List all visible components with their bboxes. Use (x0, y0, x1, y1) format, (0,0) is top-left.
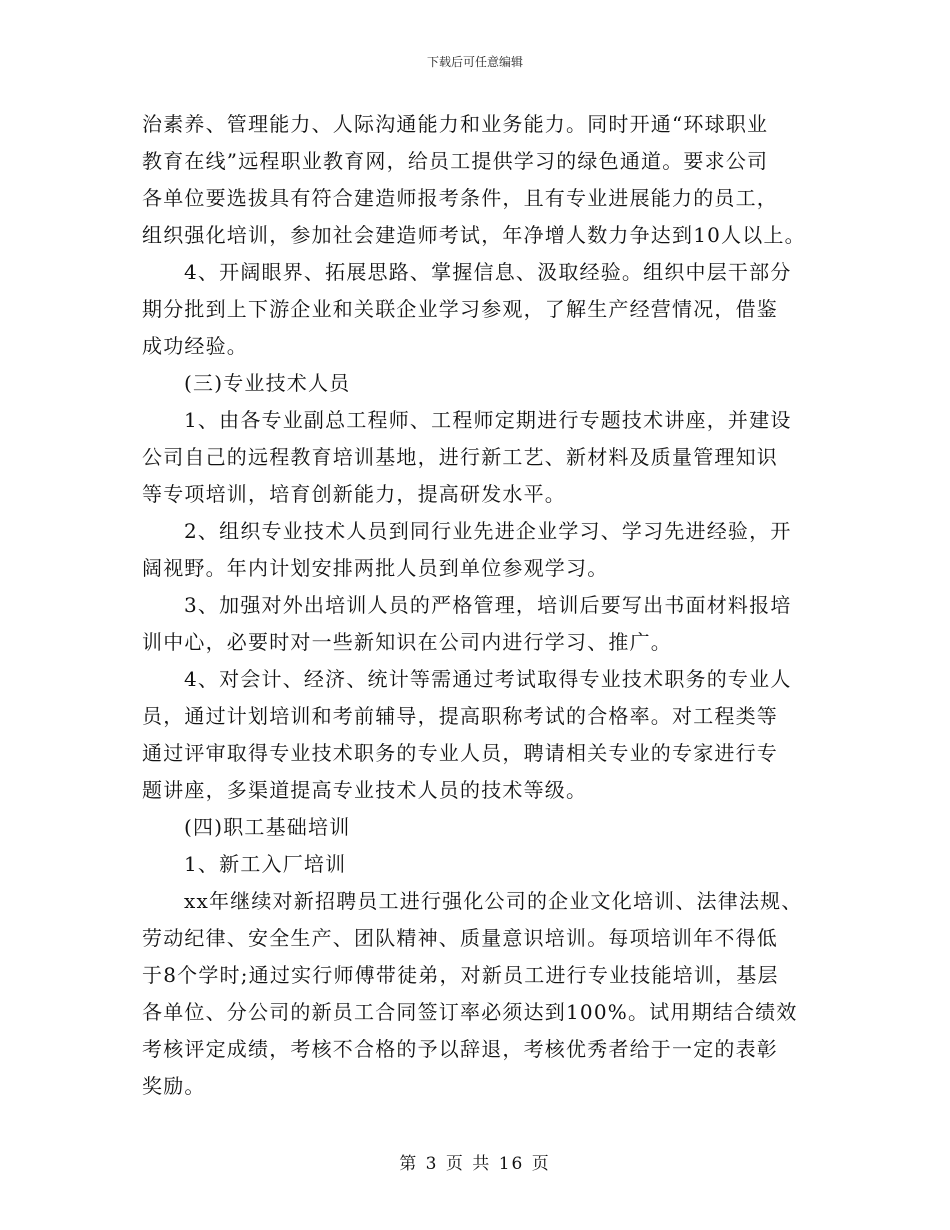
text-line: (四)职工基础培训 (184, 815, 351, 839)
text-line: 阔视野。年内计划安排两批人员到单位参观学习。 (142, 556, 609, 580)
text-line: 员，通过计划培训和考前辅导，提高职称考试的合格率。对工程类等 (142, 704, 778, 728)
text-line: xx年继续对新招聘员工进行强化公司的企业文化培训、法律法规、 (184, 889, 803, 913)
text-line: 组织强化培训，参加社会建造师考试，年净增人数力争达到10人以上。 (142, 223, 806, 247)
text-line: 1、新工入厂培训 (184, 852, 347, 876)
text-line: 通过评审取得专业技术职务的专业人员，聘请相关专业的专家进行专 (142, 741, 778, 765)
text-line: 2、组织专业技术人员到同行业先进企业学习、学习先进经验，开 (184, 519, 792, 543)
text-line: 训中心，必要时对一些新知识在公司内进行学习、推广。 (142, 630, 672, 654)
page-header: 下载后可任意编辑 (426, 55, 523, 69)
text-line: 成功经验。 (142, 334, 248, 358)
text-line: 考核评定成绩，考核不合格的予以辞退，考核优秀者给于一定的表彰 (142, 1037, 778, 1061)
text-line: 4、对会计、经济、统计等需通过考试取得专业技术职务的专业人 (184, 667, 792, 691)
text-line: 期分批到上下游企业和关联企业学习参观，了解生产经营情况，借鉴 (142, 297, 778, 321)
page-footer: 第 3 页 共 16 页 (399, 1154, 551, 1174)
text-line: (三)专业技术人员 (184, 371, 351, 395)
text-line: 各单位要选拔具有符合建造师报考条件，且有专业进展能力的员工， (142, 186, 778, 210)
text-line: 4、开阔眼界、拓展思路、掌握信息、汲取经验。组织中层干部分 (184, 260, 792, 284)
text-line: 公司自己的远程教育培训基地，进行新工艺、新材料及质量管理知识 (142, 445, 778, 469)
document-body (142, 106, 822, 1105)
text-line: 等专项培训，培育创新能力，提高研发水平。 (142, 482, 566, 506)
text-line: 劳动纪律、安全生产、团队精神、质量意识培训。每项培训年不得低 (142, 926, 778, 950)
text-line: 各单位、分公司的新员工合同签订率必须达到100%。试用期结合绩效 (142, 1000, 798, 1024)
text-line: 治素养、管理能力、人际沟通能力和业务能力。同时开通“环球职业 (142, 112, 769, 136)
text-line: 于8个学时;通过实行师傅带徒弟，对新员工进行专业技能培训，基层 (142, 963, 779, 987)
text-line: 1、由各专业副总工程师、工程师定期进行专题技术讲座，并建设 (184, 408, 792, 432)
text-line: 奖励。 (142, 1074, 206, 1098)
text-line: 教育在线”远程职业教育网，给员工提供学习的绿色通道。要求公司 (142, 149, 769, 173)
text-line: 题讲座，多渠道提高专业技术人员的技术等级。 (142, 778, 588, 802)
text-line: 3、加强对外出培训人员的严格管理，培训后要写出书面材料报培 (184, 593, 792, 617)
